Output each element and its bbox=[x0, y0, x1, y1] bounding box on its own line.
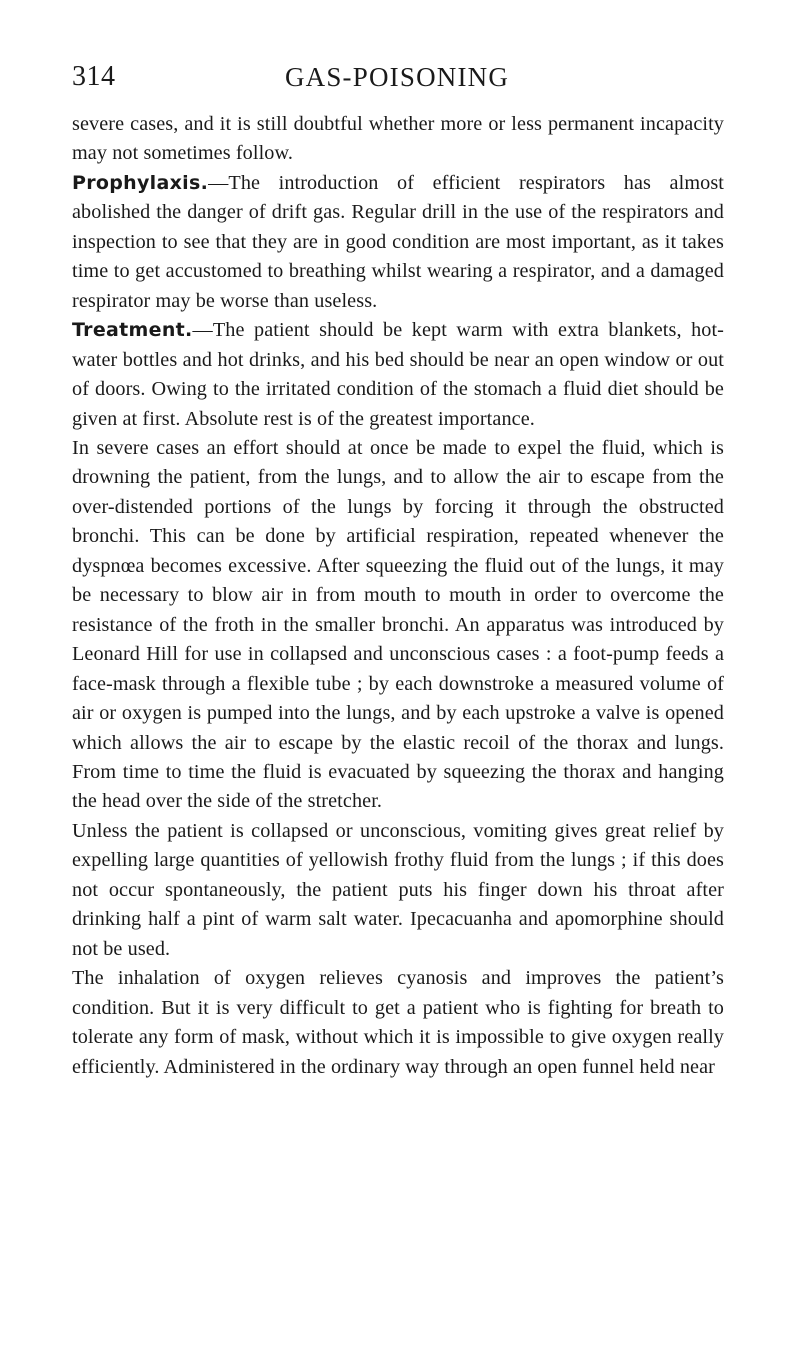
page-number: 314 bbox=[72, 61, 116, 92]
paragraph-oxygen bbox=[72, 964, 724, 1082]
paragraph-text: —The patient should be kept warm with extra blankets, hot-water bottles and hot drinks, and his bed should be near an open window or out of doors. Owing to the irritated condition of the stomach a fluid diet should be given at first. Absolute rest is of the greatest importance. bbox=[72, 319, 724, 430]
section-heading-treatment: Treatment. bbox=[72, 319, 193, 342]
body-text bbox=[72, 110, 724, 1082]
section-heading-prophylaxis: Prophylaxis. bbox=[72, 171, 209, 194]
paragraph-text: —The introduction of efficient respirators has almost abolished the danger of drift gas. Regular drill in the use of the respirators and inspection to see that they are in good condition are most important, as it takes time to get accustomed to breathing whilst wearing a respirator, and a damaged respirator may be worse than useless. bbox=[72, 171, 724, 312]
paragraph-text: Unless the patient is collapsed or unconscious, vomiting gives great relief by expelling large quantities of yellowish frothy fluid from the lungs ; if this does not occur spontaneously, the patient puts his finger down his throat after drinking half a pint of warm salt water. Ipecacuanha and apomorphine should not be used. bbox=[72, 819, 724, 960]
paragraph-prophylaxis bbox=[72, 169, 724, 316]
paragraph-severe-cases bbox=[72, 434, 724, 817]
paragraph-text: severe cases, and it is still doubtful whether more or less permanent incapacity may not sometimes follow. bbox=[72, 113, 724, 165]
running-head: GAS-POISONING bbox=[284, 62, 510, 92]
paragraph-continuation bbox=[72, 110, 724, 169]
paragraph-text: In severe cases an effort should at once be made to expel the fluid, which is drowning the patient, from the lungs, and to allow the air to escape from the over-distended portions of the lungs by forcing it through the obstructed bronchi. This can be done by artificial respiration, repeated whenever the dyspnœa becomes excessive. After squeezing the fluid out of the lungs, it may be necessary to blow air in from mouth to mouth in order to overcome the resistance of the froth in the smaller bronchi. An apparatus was introduced by Leonard Hill for use in collapsed and unconscious cases : a foot-pump feeds a face-mask through a flexible tube ; by each downstroke a measured volume of air or oxygen is pumped into the lungs, and by each upstroke a valve is opened which allows the air to escape by the elastic recoil of the thorax and lungs. From time to time the fluid is evacuated by squeezing the thorax and hanging the head over the side of the stretcher. bbox=[72, 436, 724, 813]
paragraph-text: The inhalation of oxygen relieves cyanosis and improves the patient’s condition. But it is very difficult to get a patient who is fighting for breath to tolerate any form of mask, without which it is impossible to give oxygen really efficiently. Administered in the ordinary way through an open funnel held near bbox=[72, 967, 724, 1078]
paragraph-vomiting bbox=[72, 817, 724, 964]
page-header bbox=[72, 60, 722, 100]
paragraph-treatment bbox=[72, 316, 724, 434]
